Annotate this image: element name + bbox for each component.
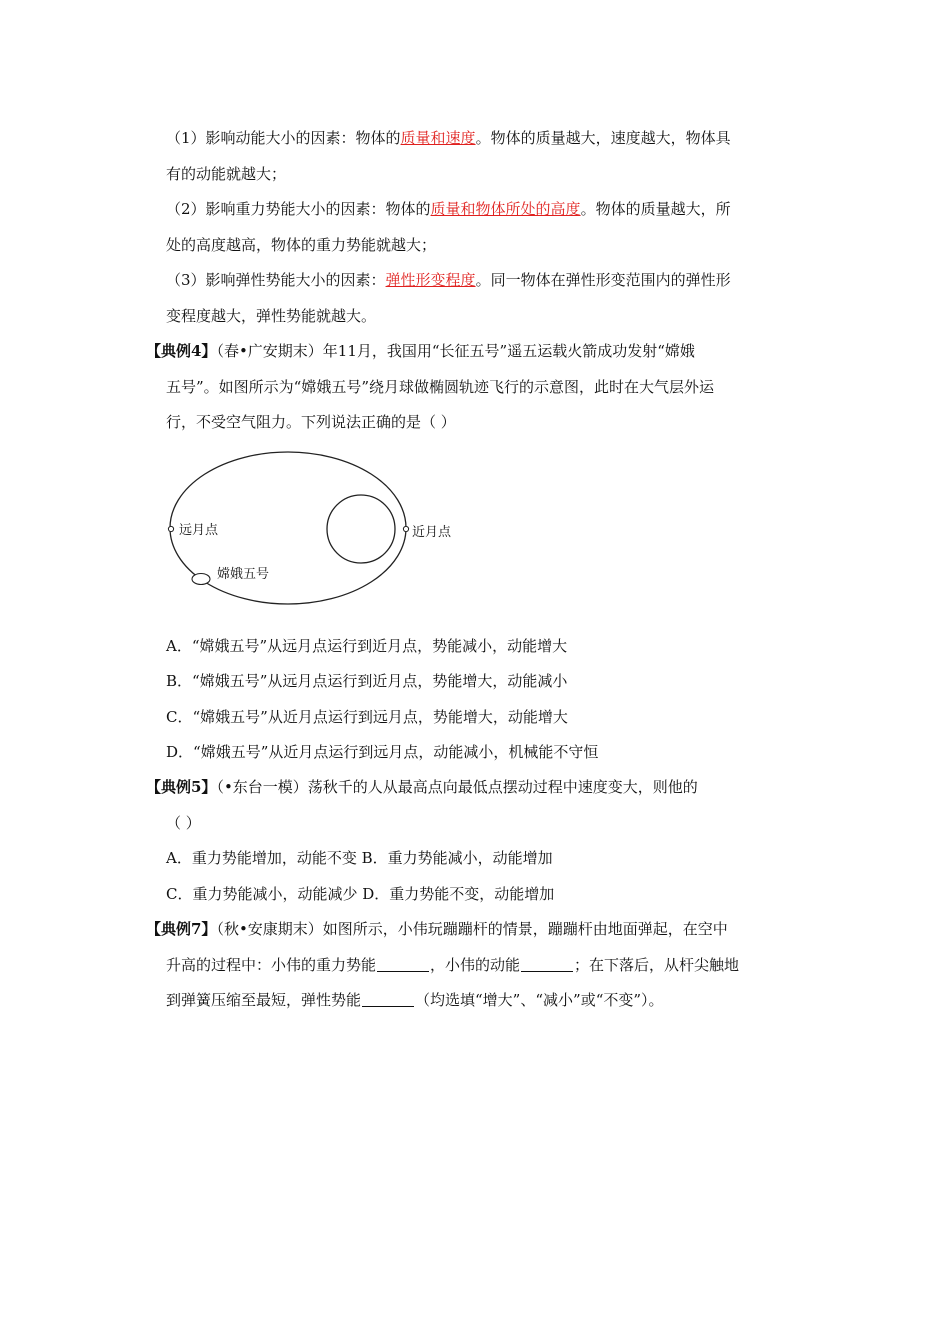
example-5-options-row-1: A．重力势能增加，动能不变 B．重力势能减小，动能增加 <box>166 849 553 867</box>
example-4-option-a: A．“嫦娥五号”从远月点运行到近月点，势能减小，动能增大 <box>166 637 568 655</box>
example-7-text-d: 到弹簧压缩至最短，弹性势能 <box>166 991 362 1009</box>
factor-2-line-1 <box>166 199 731 219</box>
example-4-line-3: 行，不受空气阻力。下列说法正确的是（ ） <box>166 413 456 431</box>
perilune-point-marker <box>403 526 408 531</box>
probe-icon <box>192 574 210 585</box>
factor-1-line-1 <box>166 128 731 148</box>
example-5-line-1 <box>146 777 698 797</box>
factor-2-text: （2）影响重力势能大小的因素：物体的 <box>166 200 431 218</box>
example-5-text: （•东台一模）荡秋千的人从最高点向最低点摆动过程中速度变大，则他的 <box>216 778 698 796</box>
example-7-text-a: 升高的过程中：小伟的重力势能 <box>166 956 377 974</box>
factor-3-line-2: 变程度越大，弹性势能就越大。 <box>166 307 377 325</box>
example-7-text-c: ；在下落后，从杆尖触地 <box>574 956 740 974</box>
answer-blank-1[interactable] <box>377 957 429 972</box>
example-5-line-2: （ ） <box>166 814 201 832</box>
example-4-tag: 【典例4】 <box>146 342 217 360</box>
moon-circle <box>327 495 395 563</box>
factor-1-text: （1）影响动能大小的因素：物体的 <box>166 129 401 147</box>
example-4-text: （春•广安期末）年11月，我国用“长征五号”遥五运载火箭成功发射“嫦娥 <box>216 342 695 360</box>
apolune-point-marker <box>168 526 173 531</box>
example-4-line-1 <box>146 341 695 361</box>
example-7-tag: 【典例7】 <box>146 920 217 938</box>
example-4-option-b: B．“嫦娥五号”从远月点运行到近月点，势能增大，动能减小 <box>166 672 568 690</box>
example-5-tag: 【典例5】 <box>146 778 217 796</box>
factor-3-text: （3）影响弹性势能大小的因素： <box>166 271 386 289</box>
probe-label: 嫦娥五号 <box>217 567 270 582</box>
perilune-label: 近月点 <box>412 525 452 540</box>
example-7-line-3 <box>166 990 664 1010</box>
example-7-line-2 <box>166 955 739 975</box>
factor-1-line-2: 有的动能就越大； <box>166 165 287 183</box>
answer-blank-2[interactable] <box>521 957 573 972</box>
factor-2-line-2: 处的高度越高，物体的重力势能就越大； <box>166 236 437 254</box>
answer-blank-3[interactable] <box>362 992 414 1007</box>
example-4-line-2: 五号”。如图所示为“嫦娥五号”绕月球做椭圆轨迹飞行的示意图，此时在大气层外运 <box>166 378 715 396</box>
factor-2-text-cont: 。物体的质量越大，所 <box>580 200 731 218</box>
factor-3-keyword: 弹性形变程度 <box>385 271 476 289</box>
apolune-label: 远月点 <box>179 523 219 538</box>
factor-1-keyword: 质量和速度 <box>400 129 476 147</box>
factor-1-text-cont: 。物体的质量越大，速度越大，物体具 <box>475 129 731 147</box>
example-4-option-d: D．“嫦娥五号”从近月点运行到远月点，动能减小，机械能不守恒 <box>166 743 599 761</box>
example-7-text-b: ，小伟的动能 <box>430 956 521 974</box>
example-4-option-c: C．“嫦娥五号”从近月点运行到远月点，势能增大，动能增大 <box>166 708 568 726</box>
lunar-orbit-diagram <box>165 450 465 610</box>
example-5-options-row-2: C．重力势能减小，动能减少 D．重力势能不变，动能增加 <box>166 885 555 903</box>
factor-3-text-cont: 。同一物体在弹性形变范围内的弹性形 <box>475 271 731 289</box>
example-7-text-e: （均选填“增大”、“减小”或“不变”）。 <box>415 991 664 1009</box>
example-7-text: （秋•安康期末）如图所示，小伟玩蹦蹦杆的情景，蹦蹦杆由地面弹起，在空中 <box>216 920 728 938</box>
example-7-line-1 <box>146 919 728 939</box>
factor-3-line-1 <box>166 270 731 290</box>
factor-2-keyword: 质量和物体所处的高度 <box>430 200 581 218</box>
